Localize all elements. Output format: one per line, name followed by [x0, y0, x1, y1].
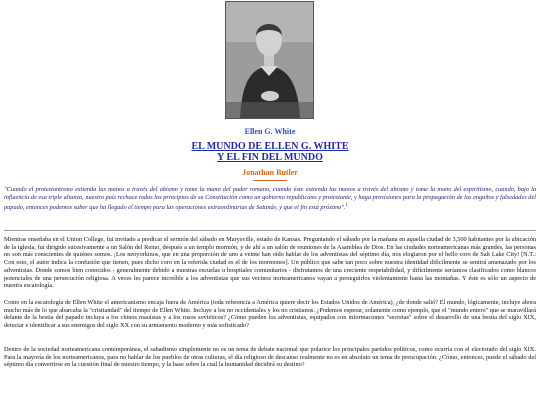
epigraph-text: "Cuando el protestantismo extienda las manos a través del abismo y tome la mano del poder romano, cuando éste extienda las manos a través del abismo y tome la mano del espiritismo, cuando, bajo la influencia de esa triple alianza, nuestro país rechace todos los principios de su Constitución como un gobierno republicano y protestante, y haga provisiones para la propagación de los engaños y falsedades del papado, entonces podemos saber que ha llegado el tiempo para las operaciones extraordinarias de Satanás, y que el fin está próximo".	[4, 186, 536, 212]
body-paragraph-3: Dentro de la sociedad norteamericana contemporánea, el sabadismo simplemente no es un tema de debate nacional que polarice los principales partidos políticos, como ocurría con el electorado del siglo XIX. Para la mayoría de los norteamericanos, para no hablar de los pueblos de otras culturas, el día religioso de descanso realmente no es en absoluto un tema de preocupación. ¿Cómo, entonces, puede el sábado del séptimo día convertirse en la cuestión final de nuestro tiempo, y la base sobre la cual la humanidad decidirá su destino?	[4, 346, 536, 369]
photo-caption: Ellen G. White	[244, 127, 296, 136]
author-underline	[253, 180, 287, 181]
author-name: Jonathan Butler	[242, 168, 298, 177]
page-title[interactable]	[0, 141, 540, 163]
title-line-2[interactable]: Y EL FIN DEL MUNDO	[217, 152, 323, 163]
portrait-photo	[225, 1, 314, 119]
footnote-marker[interactable]: 1	[345, 202, 348, 208]
body-paragraph-1: Mientras enseñaba en el Union College, fui invitado a predicar el sermón del sábado en Marysville, estado de Kansas. Preguntando el sábado por la mañana en aquella ciudad de 3,500 habitantes por la ubicación de la iglesia, fui dirigido sucesivamente a un Salón del Reino, después a un templo mormón, y de ahí a un salón de reuniones de la Asamblea de Dios. En las ciudades norteamericanas más grandes, las personas no son más conscientes de quiénes somos. ¡Los neoyorkinos, que en una proporción de uno a veinte han oído hablar de los adventistas del séptimo día, nos elogiaron por el bello coro de Salt Lake City! [N.T.: Con esto, el autor indica la confusión que tienen, pues dicho coro en la referida ciudad es el de los mormones]. Un público que sabe tan poco sobre nuestra identidad difícilmente se sentirá amenazado por los adventistas. Donde somos bien conocidos - generalmente debido a nuestras escuelas u hospitales comunitarios - disfrutamos de una creciente respetabilidad, y difícilmente seríamos clasificados como blancos potenciales de una persecución religiosa. A veces les parece increíble a los adventistas que sus vecinos norteamericanos vayan a perseguirlos violentamente hasta las montañas. Y éste es sólo un aspecto de nuestra escatología.	[4, 236, 536, 290]
portrait-image	[226, 2, 313, 118]
body-paragraph-2: Como en la escatología de Ellen White el americanismo encaja fuera de América (toda referencia a América quiere decir los Estados Unidos de América), ¿de donde salió? El mundo, lógicamente, incluye ahora mucho más de lo que abarcaba la "cristiandad" del tiempo de Ellen White. Incluye a los no occidentales y los no cristianos. ¿Podemos esperar, solamente como ejemplo, que el "mundo entero" que se maravillará delante de la bestia del papado incluya a los chinos maoístas y a los rusos soviéticos? ¿Cómo pueden los adventistas, equipados con informaciones "secretas" sobre el desarrollo de una bestia del siglo XIX, detectar e identificar a sus enemigos del siglo XX con su armamento moderno y más sofisticado?	[4, 299, 536, 330]
title-line-1[interactable]: EL MUNDO DE ELLEN G. WHITE	[191, 141, 349, 152]
section-divider	[4, 230, 536, 231]
epigraph-quote	[4, 186, 536, 212]
